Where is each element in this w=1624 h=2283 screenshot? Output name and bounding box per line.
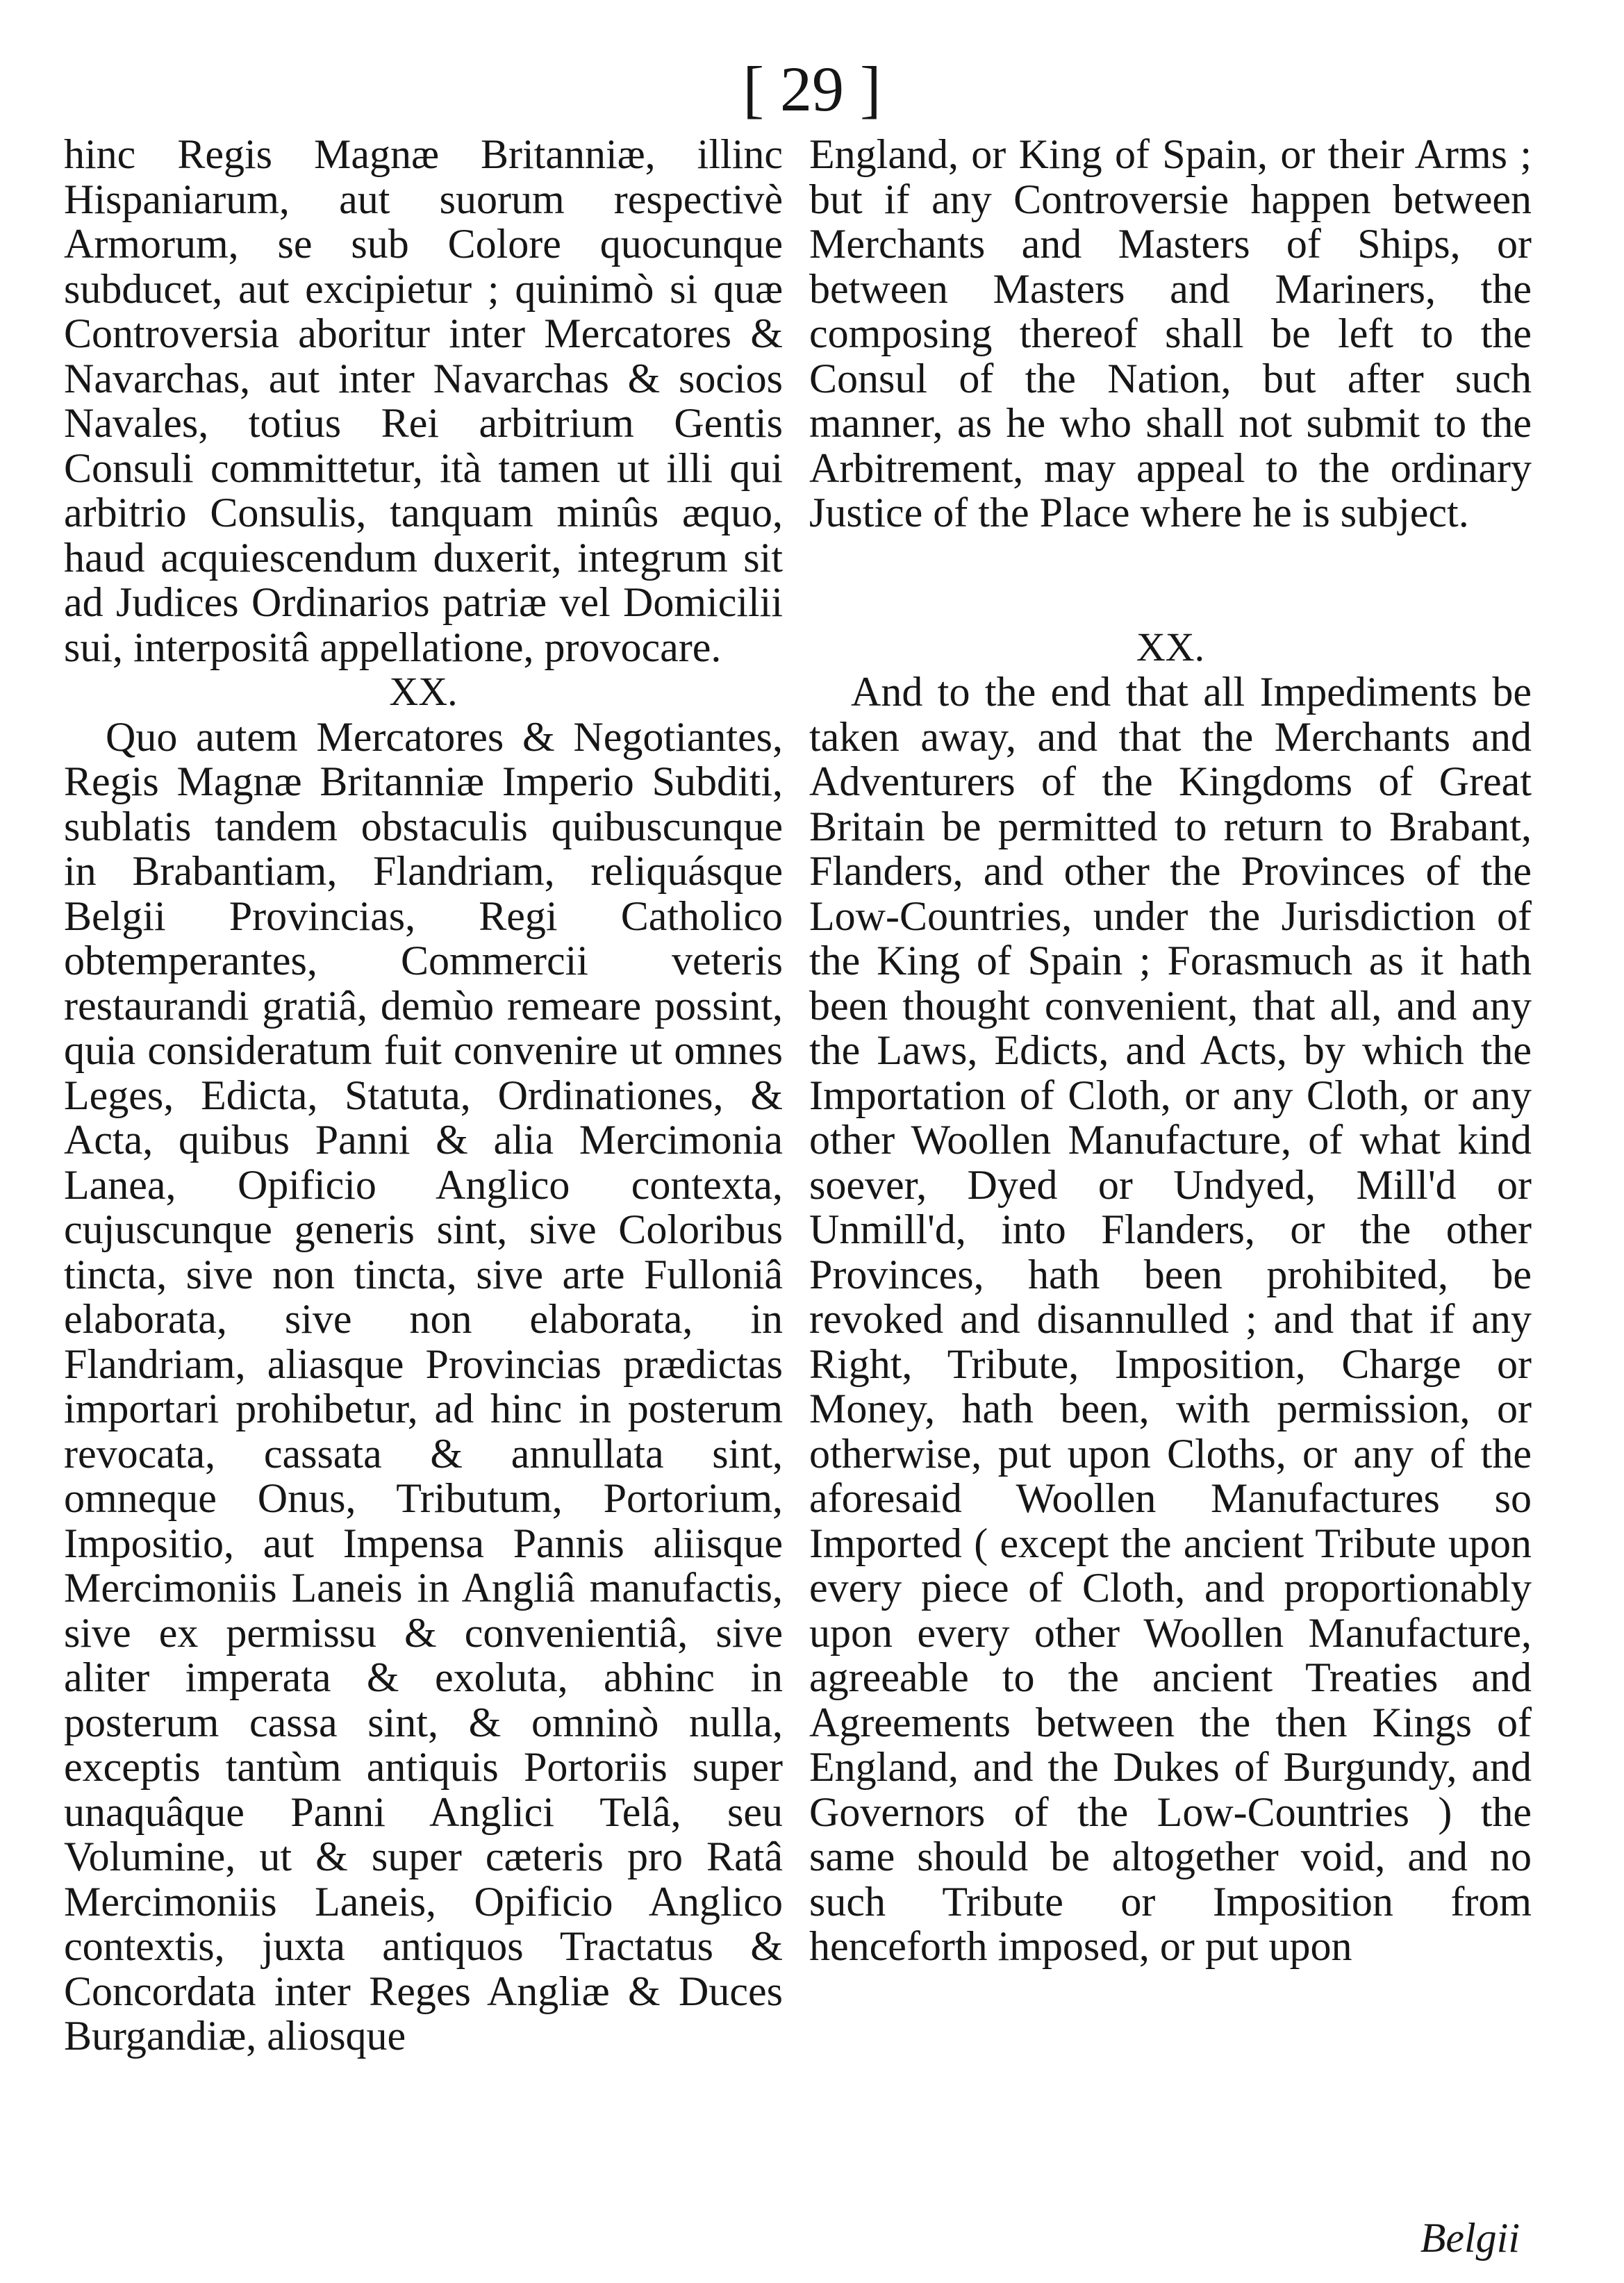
english-article-text: And to the end that all Impediments be taken away, and that the Merchants and Adventurers of the Kingdoms of Great Britain be permitted to return to Brabant, Flanders, and other the Provinces of the Low-Countries, under the Jurisdiction of the King of Spain ; Forasmuch as it hath been thought convenient, that all, and any the Laws, Edicts, and Acts, by which the Importation of Cloth, or any Cloth, or any other Woollen Manufacture, of what kind soever, Dyed or Undyed, Mill'd or Unmill'd, into Flanders, or the other Provinces, hath been prohibited, be revoked and disannulled ; and that if any Right, Tribute, Imposition, Charge or Money, hath been, with permission, or otherwise, put upon Cloths, or any of the aforesaid Woollen Manufactures so Imported ( except the ancient Tribute upon every piece of Cloth, and proportionably upon every other Woollen Manufacture, agreeable to the ancient Treaties and Agreements between the then Kings of England, and the Dukes of Burgundy, and Governors of the Low-Countries ) the same should be altogether void, and no such Tribute or Imposition from henceforth imposed, or put upon (809, 669, 1532, 1969)
latin-article-text: Quo autem Mercatores & Negotiantes, Regis Magnæ Britanniæ Imperio Subditi, sublatis tandem obstaculis quibuscunque in Brabantiam, Flandriam, reliquásque Belgii Provincias, Regi Catholico obtemperantes, Commercii veteris restaurandi gratiâ, demùo remeare possint, quia consideratum fuit convenire ut omnes Leges, Edicta, Statuta, Ordinationes, & Acta, quibus Panni & alia Mercimonia Lanea, Opificio Anglico contexta, cujuscunque generis sint, sive Coloribus tincta, sive non tincta, sive arte Fulloniâ elaborata, sive non elaborata, in Flandriam, aliasque Provincias prædictas importari prohibetur, ad hinc in posterum revocata, cassata & annullata sint, omneque Onus, Tributum, Portorium, Impositio, aut Impensa Pannis aliisque Mercimoniis Laneis in Angliâ manufactis, sive ex permissu & convenientiâ, sive aliter imperata & exoluta, abhinc in posterum cassa sint, & omninò nulla, exceptis tantùm antiquis Portoriis super unaquâque Panni Anglici Telâ, seu Volumine, ut & super cæteris pro Ratâ Mercimoniis Laneis, Opificio Anglico contextis, juxta antiquos Tractatus & Concordata inter Reges Angliæ & Duces Burgandiæ, aliosque (64, 713, 783, 2059)
page-number: [ 29 ] (743, 53, 881, 124)
column-spacer (809, 536, 1532, 625)
english-paragraph-continued: England, or King of Spain, or their Arms ; but if any Controversie happen between Merchants and Masters of Ships, or between Masters and Mariners, the composing thereof shall be left to the Consul of the Nation, but after such manner, as he who shall not submit to the Arbitrement, may appeal to the ordinary Justice of the Place where he is subject. (809, 131, 1532, 536)
catchword: Belgii (1420, 2215, 1520, 2261)
latin-column (64, 132, 783, 2059)
english-column (809, 132, 1532, 1969)
latin-article-heading: XX. (389, 669, 458, 714)
english-article-heading: XX. (1136, 624, 1205, 670)
latin-paragraph-continued: hinc Regis Magnæ Britanniæ, illinc Hispaniarum, aut suorum respectivè Armorum, se sub Colore quocunque subducet, aut excipietur ; quinimò si quæ Controversia aboritur inter Mercatores & Navarchas, aut inter Navarchas & socios Navales, totius Rei arbitrium Gentis Consuli committetur, ità tamen ut illi qui arbitrio Consulis, tanquam minûs æquo, haud acquiescendum duxerit, integrum sit ad Judices Ordinarios patriæ vel Domicilii sui, interpositâ appellatione, provocare. (64, 131, 783, 670)
